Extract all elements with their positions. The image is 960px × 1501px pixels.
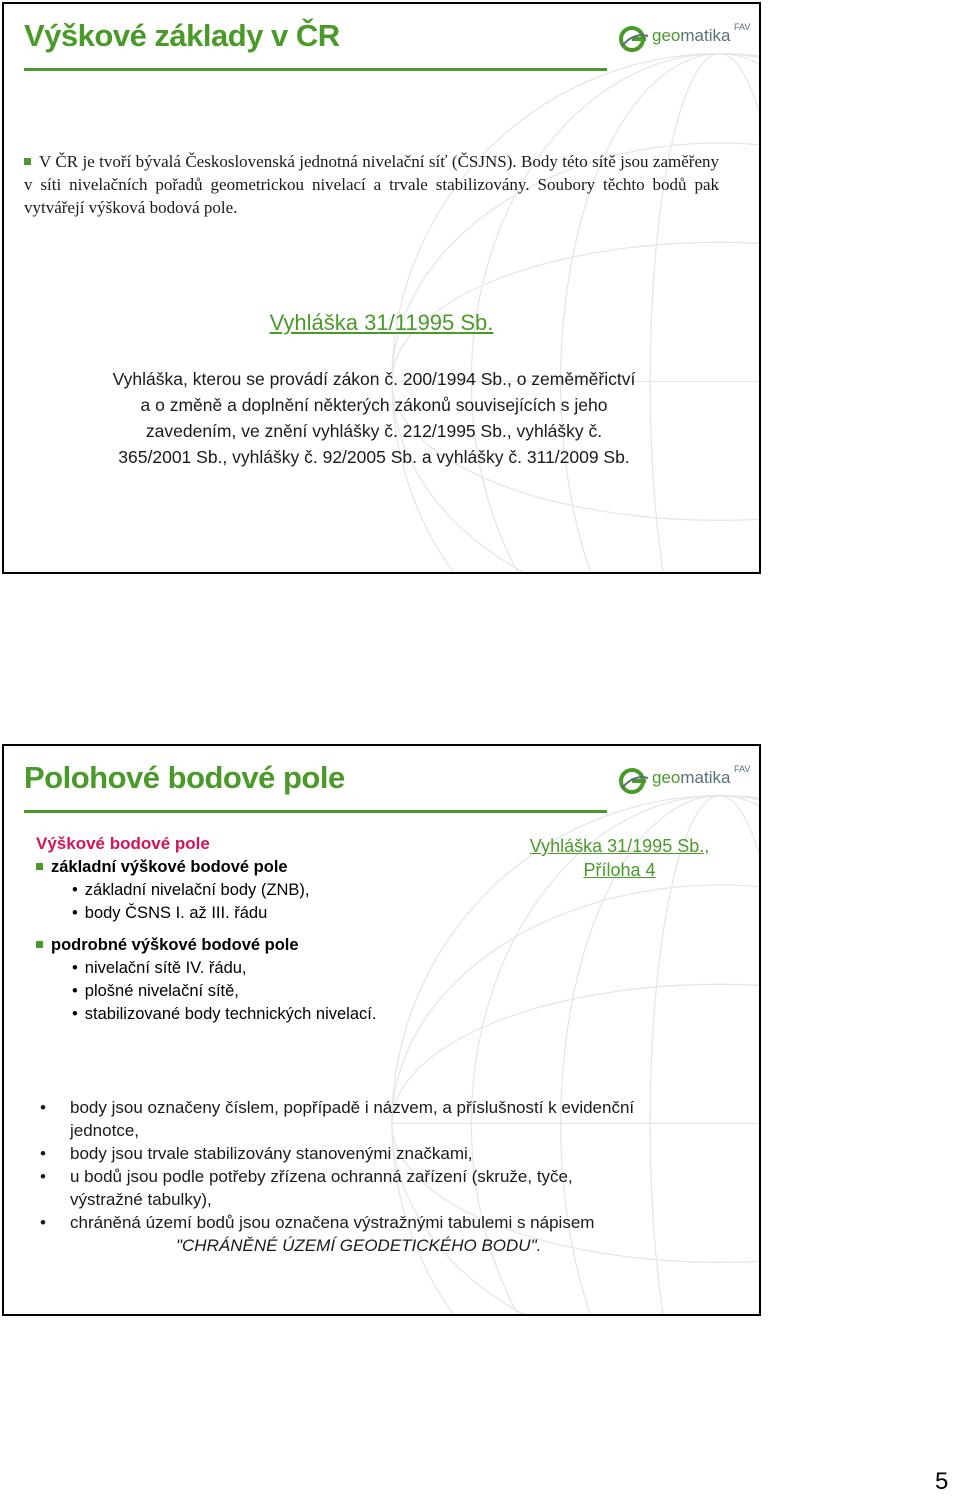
item-line: • u bodů jsou podle potřeby zřízena ochranná zařízení (skruže, tyče, xyxy=(70,1167,573,1186)
logo-text-geo: geo xyxy=(652,768,681,787)
geomatika-logo xyxy=(618,20,758,60)
title-underline xyxy=(24,810,607,813)
item-line: "CHRÁNĚNÉ ÚZEMÍ GEODETICKÉHO BODU". xyxy=(176,1236,542,1255)
list-subitem: • plošné nivelační sítě, xyxy=(36,980,376,1003)
section-heading: Výškové bodové pole xyxy=(36,834,210,853)
law-line: a o změně a doplnění některých zákonů souvisejících s jeho xyxy=(140,395,608,415)
list-subitem: • stabilizované body technických nivelací. xyxy=(36,1003,376,1026)
list-item xyxy=(40,1211,720,1257)
decree-reference-link[interactable] xyxy=(507,834,732,882)
law-line: Vyhláška, kterou se provádí zákon č. 200/1994 Sb., o zeměměřictví xyxy=(112,369,636,389)
logo-sup: FAV xyxy=(734,764,751,774)
law-line: 365/2001 Sb., vyhlášky č. 92/2005 Sb. a vyhlášky č. 311/2009 Sb. xyxy=(118,447,630,467)
intro-paragraph xyxy=(24,150,719,219)
title-underline xyxy=(24,68,607,71)
item-line: jednotce, xyxy=(70,1121,139,1140)
slide-title: Polohové bodové pole xyxy=(24,760,345,795)
list-subitem: • body ČSNS I. až III. řádu xyxy=(36,902,309,925)
logo-sup: FAV xyxy=(734,22,751,32)
basic-field-list xyxy=(36,856,309,925)
slide-1 xyxy=(2,2,761,574)
bullet-list xyxy=(40,1096,720,1257)
list-item xyxy=(40,1165,720,1211)
detail-field-list xyxy=(36,934,376,1026)
decree-link[interactable]: Vyhláška 31/11995 Sb. xyxy=(269,310,494,335)
geomatika-logo-icon xyxy=(618,766,650,796)
logo-text-geo: geo xyxy=(652,26,681,45)
list-item xyxy=(40,1142,720,1165)
square-bullet-icon xyxy=(36,863,43,870)
ref-line[interactable]: Vyhláška 31/1995 Sb., xyxy=(529,836,710,856)
list-subitem: • základní nivelační body (ZNB), xyxy=(36,879,309,902)
group-label: základní výškové bodové pole xyxy=(51,858,288,876)
square-bullet-icon xyxy=(24,158,31,165)
intro-text: V ČR je tvoří bývalá Československá jednotná nivelační síť (ČSJNS). Body této sítě jsou zaměřeny v síti nivelačních pořadů geometrickou nivelací a trvale stabilizovány. Soubory těchto bodů pak vytvářejí výšková bodová pole. xyxy=(24,152,719,217)
law-line: zavedením, ve znění vyhlášky č. 212/1995 Sb., vyhlášky č. xyxy=(145,421,603,441)
logo-text-matika: matika xyxy=(680,26,731,45)
slide-title: Výškové základy v ČR xyxy=(24,18,340,53)
list-item xyxy=(36,856,309,879)
item-line: • body jsou trvale stabilizovány stanovenými značkami, xyxy=(70,1144,473,1163)
list-item xyxy=(36,934,376,957)
item-line: výstražné tabulky), xyxy=(70,1190,212,1209)
ref-line[interactable]: Příloha 4 xyxy=(583,860,656,880)
geomatika-logo-icon xyxy=(618,24,650,54)
item-line: • body jsou označeny číslem, popřípadě i názvem, a příslušností k evidenční xyxy=(70,1098,635,1117)
page-number: 5 xyxy=(935,1468,949,1495)
square-bullet-icon xyxy=(36,941,43,948)
item-line: • chráněná území bodů jsou označena výstražnými tabulemi s nápisem xyxy=(70,1213,595,1232)
globe-watermark xyxy=(4,4,759,572)
logo-text-matika: matika xyxy=(680,768,731,787)
list-subitem: • nivelační sítě IV. řádu, xyxy=(36,957,376,980)
group-label: podrobné výškové bodové pole xyxy=(51,936,299,954)
decree-description xyxy=(44,366,704,470)
list-item xyxy=(40,1096,720,1142)
geomatika-logo xyxy=(618,762,758,802)
